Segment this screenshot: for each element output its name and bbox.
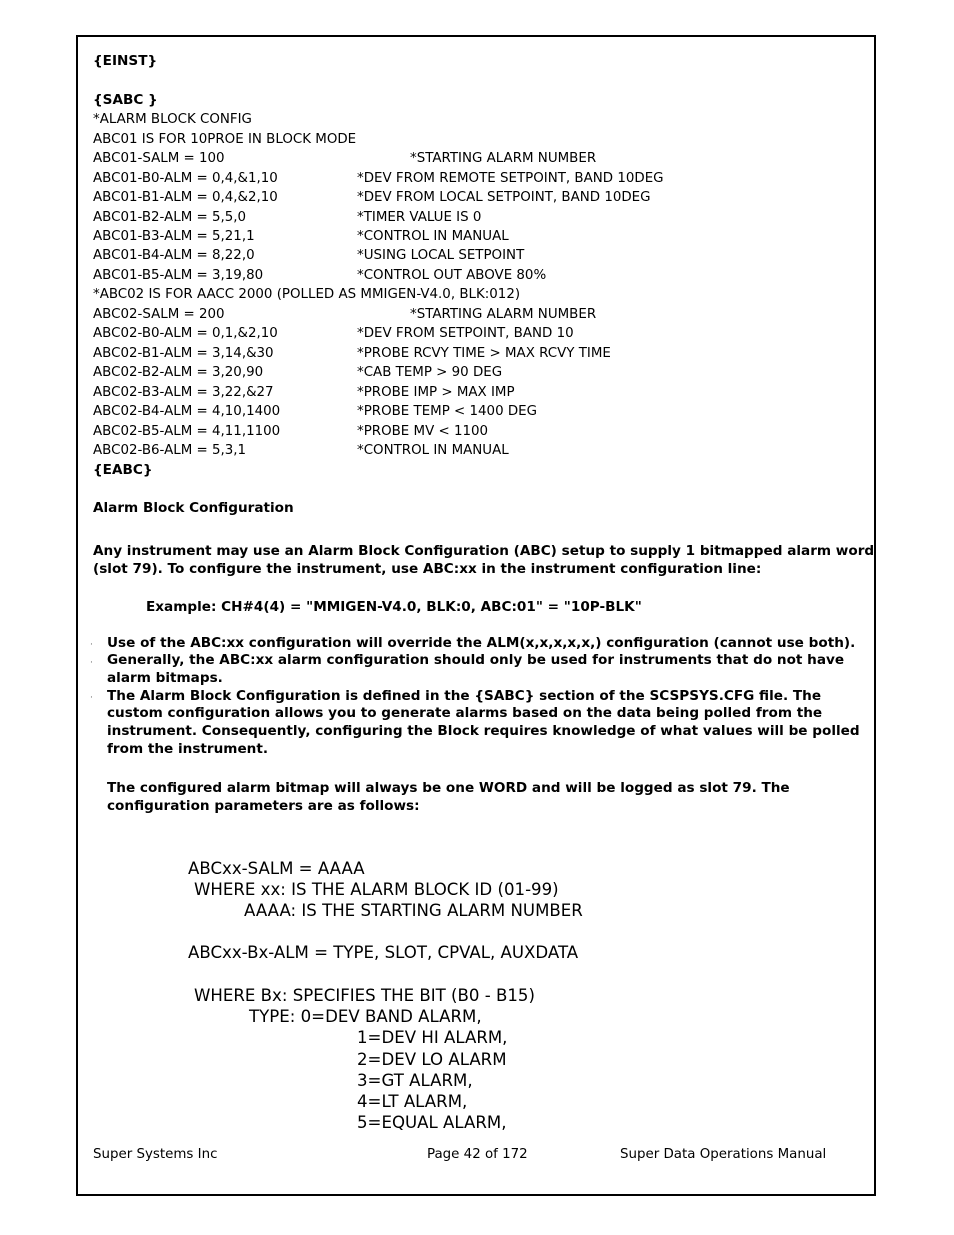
param-line: TYPE: 0=DEV BAND ALARM, [249,1007,482,1026]
config-desc: *TIMER VALUE IS 0 [357,210,482,225]
config-code: ABC01-B5-ALM = 3,19,80 [93,268,264,283]
bullet-mark: · [90,693,93,703]
bullet-text: instrument. Consequently, configuring the Block requires knowledge of what values will be polled [107,723,860,739]
bullet-text: The Alarm Block Configuration is defined in the {SABC} section of the SCSPSYS.CFG file. The [107,688,822,704]
config-desc: *USING LOCAL SETPOINT [357,248,525,263]
config-desc: *CONTROL IN MANUAL [357,443,509,458]
config-desc: *CONTROL OUT ABOVE 80% [357,268,547,283]
footer-page-number: Page 42 of 172 [427,1147,528,1162]
config-code: ABC01-B4-ALM = 8,22,0 [93,248,255,263]
param-type: 2=DEV LO ALARM [357,1050,507,1069]
footer-manual-title: Super Data Operations Manual [620,1147,827,1162]
param-line: ABCxx-SALM = AAAA [188,859,365,878]
config-comment: *ALARM BLOCK CONFIG [93,112,252,127]
config-code: ABC02-B2-ALM = 3,20,90 [93,365,264,380]
example-text: Example: CH#4(4) = "MMIGEN-V4.0, BLK:0, ABC:01" = "10P-BLK" [146,599,642,615]
config-code: ABC01-B3-ALM = 5,21,1 [93,229,255,244]
bullet-text: alarm bitmaps. [107,670,223,686]
param-line: AAAA: IS THE STARTING ALARM NUMBER [244,901,583,920]
config-desc: *PROBE TEMP < 1400 DEG [357,404,538,419]
bullet-mark: · [90,640,93,650]
config-code: ABC01-B2-ALM = 5,5,0 [93,210,247,225]
config-code: ABC01-SALM = 100 [93,151,225,166]
config-code: ABC01-B1-ALM = 0,4,&2,10 [93,190,278,205]
param-line: WHERE Bx: SPECIFIES THE BIT (B0 - B15) [194,986,535,1005]
param-type: 5=EQUAL ALARM, [357,1113,507,1132]
intro-text: Any instrument may use an Alarm Block Configuration (ABC) setup to supply 1 bitmapped alarm word [93,543,875,559]
param-line: ABCxx-Bx-ALM = TYPE, SLOT, CPVAL, AUXDATA [188,943,579,962]
bullet-text: from the instrument. [107,741,269,757]
config-code: ABC02-B0-ALM = 0,1,&2,10 [93,326,278,341]
config-code: ABC02-B3-ALM = 3,22,&27 [93,385,274,400]
param-type: 3=GT ALARM, [357,1071,473,1090]
config-desc: *DEV FROM SETPOINT, BAND 10 [357,326,574,341]
bullet-text: custom configuration allows you to generate alarms based on the data being polled from the [107,705,823,721]
para-text: configuration parameters are as follows: [107,798,420,814]
config-code: ABC01-B0-ALM = 0,4,&1,10 [93,171,278,186]
intro-text: (slot 79). To configure the instrument, use ABC:xx in the instrument configuration line: [93,561,762,577]
config-desc: *STARTING ALARM NUMBER [410,151,597,166]
section-title: Alarm Block Configuration [93,500,294,516]
config-desc: *CAB TEMP > 90 DEG [357,365,503,380]
config-desc: *CONTROL IN MANUAL [357,229,509,244]
config-code: ABC02-B6-ALM = 5,3,1 [93,443,247,458]
config-desc: *STARTING ALARM NUMBER [410,307,597,322]
footer-company: Super Systems Inc [93,1147,218,1162]
config-code: ABC02-SALM = 200 [93,307,225,322]
bullet-mark: · [90,658,93,668]
param-type: 4=LT ALARM, [357,1092,468,1111]
config-code: ABC02-B5-ALM = 4,11,1100 [93,424,281,439]
bullet-text: Generally, the ABC:xx alarm configuration should only be used for instruments that do not have [107,652,845,668]
eabc-tag: {EABC} [93,462,153,478]
para-text: The configured alarm bitmap will always be one WORD and will be logged as slot 79. The [107,780,790,796]
config-desc: *PROBE IMP > MAX IMP [357,385,515,400]
einst-tag: {EINST} [93,53,158,69]
config-comment: ABC01 IS FOR 10PROE IN BLOCK MODE [93,132,357,147]
config-desc: *DEV FROM REMOTE SETPOINT, BAND 10DEG [357,171,664,186]
config-desc: *PROBE MV < 1100 [357,424,489,439]
config-desc: *DEV FROM LOCAL SETPOINT, BAND 10DEG [357,190,651,205]
config-code: ABC02-B4-ALM = 4,10,1400 [93,404,281,419]
config-code: ABC02-B1-ALM = 3,14,&30 [93,346,274,361]
sabc-tag: {SABC } [93,92,158,108]
config-comment: *ABC02 IS FOR AACC 2000 (POLLED AS MMIGEN-V4.0, BLK:012) [93,287,521,302]
param-line: WHERE xx: IS THE ALARM BLOCK ID (01-99) [194,880,559,899]
bullet-text: Use of the ABC:xx configuration will override the ALM(x,x,x,x,x,) configuration (cannot use both). [107,635,856,651]
config-desc: *PROBE RCVY TIME > MAX RCVY TIME [357,346,611,361]
param-type: 1=DEV HI ALARM, [357,1028,508,1047]
